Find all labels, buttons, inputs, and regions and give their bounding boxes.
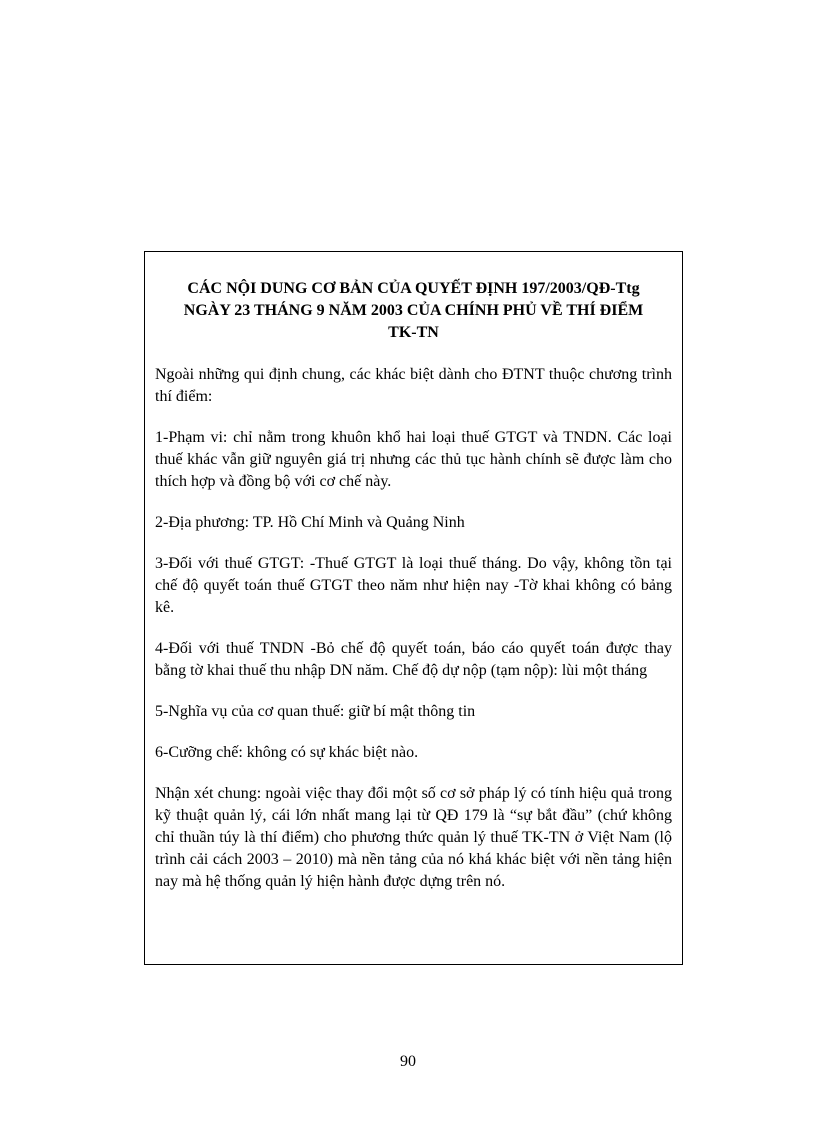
item-tax-authority-duty: 5-Nghĩa vụ của cơ quan thuế: giữ bí mật thông tin [155, 703, 476, 720]
item-locality: 2-Địa phương: TP. Hồ Chí Minh và Quảng Ninh [155, 514, 465, 531]
item-vat: 3-Đối với thuế GTGT: -Thuế GTGT là loại thuế tháng. Do vậy, không tồn tại chế độ quyết toán thuế GTGT theo năm như hiện nay -Tờ khai không có bảng kê. [155, 555, 672, 616]
page-number: 90 [400, 1053, 416, 1070]
intro-paragraph: Ngoài những qui định chung, các khác biệt dành cho ĐTNT thuộc chương trình thí điểm: [155, 366, 672, 405]
title-line-3: TK-TN [388, 324, 439, 341]
item-scope: 1-Phạm vi: chỉ nằm trong khuôn khổ hai loại thuế GTGT và TNDN. Các loại thuế khác vẫn giữ nguyên giá trị nhưng các thủ tục hành chính sẽ được làm cho thích hợp và đồng bộ với cơ chế này. [155, 429, 672, 490]
item-cit: 4-Đối với thuế TNDN -Bỏ chế độ quyết toán, báo cáo quyết toán được thay bằng tờ khai thuế thu nhập DN năm. Chế độ dự nộp (tạm nộp): lùi một tháng [155, 640, 672, 679]
general-comment: Nhận xét chung: ngoài việc thay đổi một số cơ sở pháp lý có tính hiệu quả trong kỹ thuật quản lý, cái lớn nhất mang lại từ QĐ 179 là “sự bắt đầu” (chứ không chỉ thuần túy là thí điểm) cho phương thức quản lý thuế TK-TN ở Việt Nam (lộ trình cải cách 2003 – 2010) mà nền tảng của nó khá khác biệt với nền tảng hiện nay mà hệ thống quản lý hiện hành được dựng trên nó. [155, 785, 672, 890]
content-box [144, 251, 683, 965]
title-line-1: CÁC NỘI DUNG CƠ BẢN CỦA QUYẾT ĐỊNH 197/2003/QĐ-Ttg [187, 280, 640, 297]
title-line-2: NGÀY 23 THÁNG 9 NĂM 2003 CỦA CHÍNH PHỦ VỀ THÍ ĐIỂM [183, 302, 644, 319]
item-enforcement: 6-Cưỡng chế: không có sự khác biệt nào. [155, 744, 419, 761]
document-title [155, 278, 672, 344]
